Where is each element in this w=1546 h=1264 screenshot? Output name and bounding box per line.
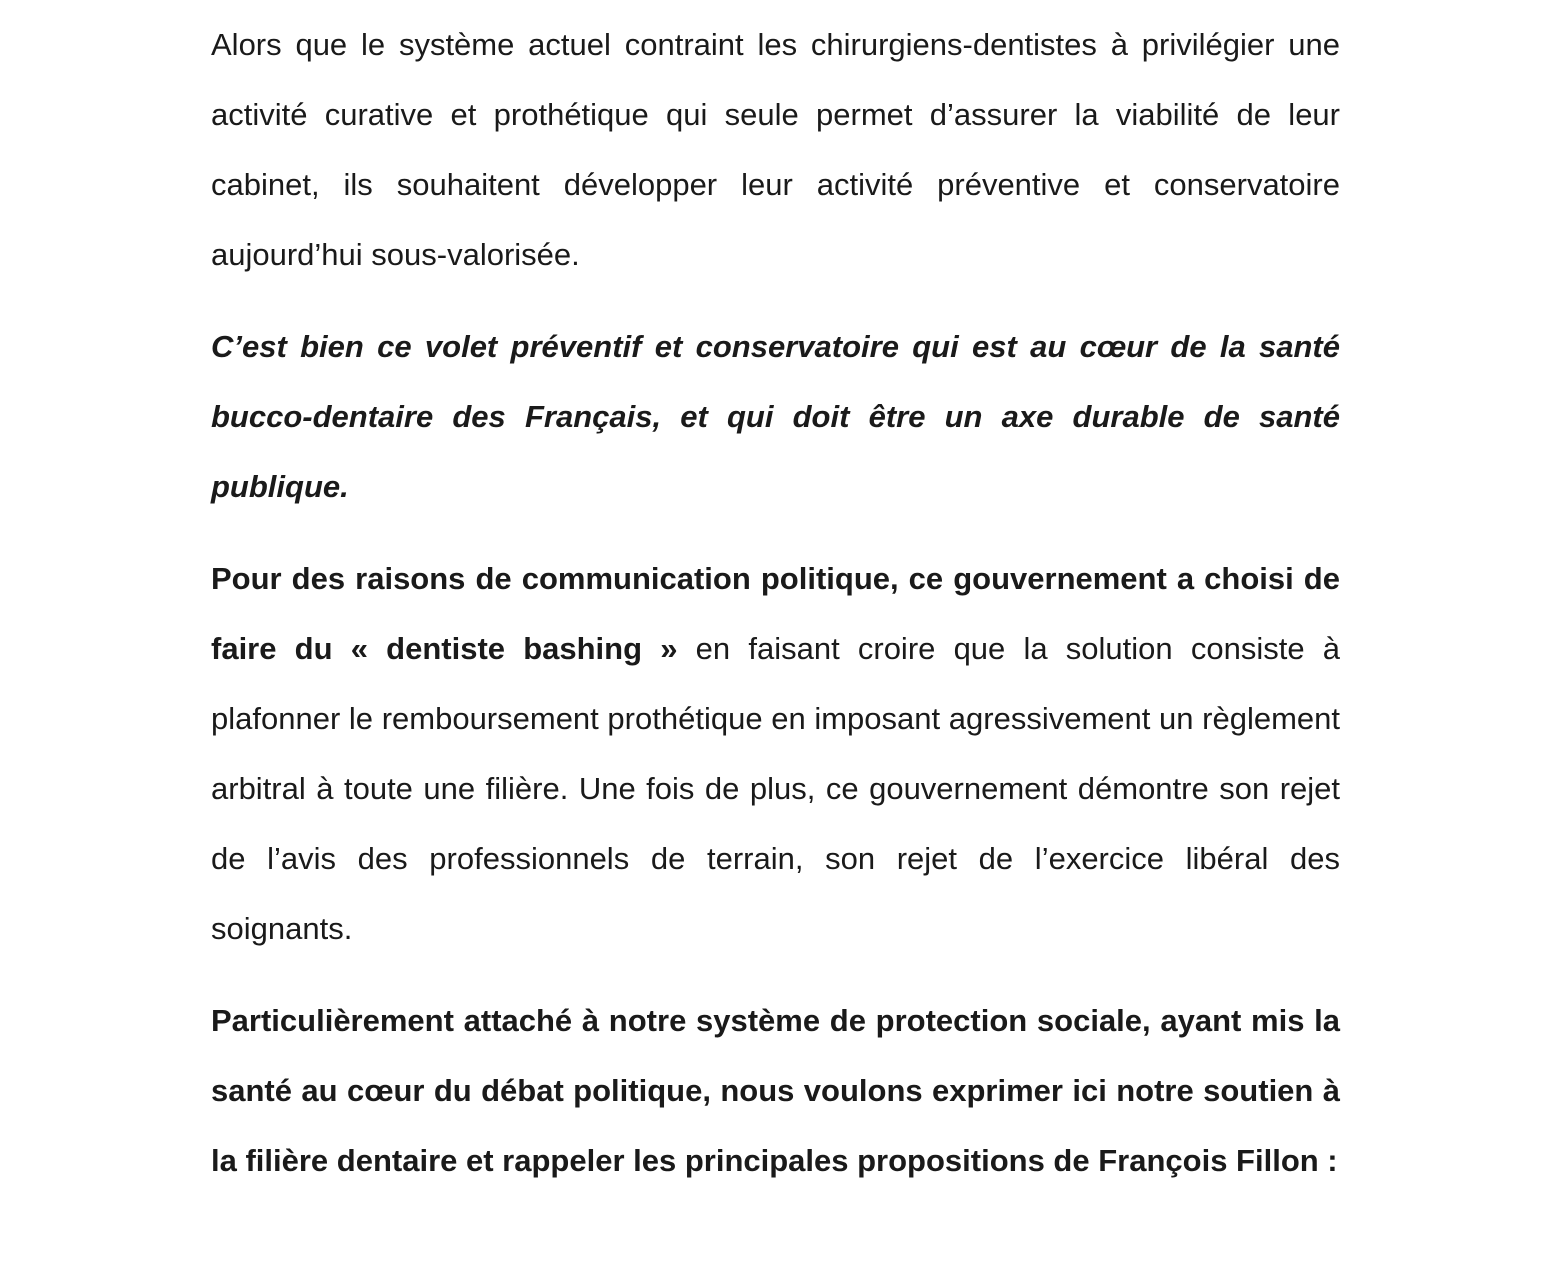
text-run: C’est bien ce volet préventif et conservatoire qui est au cœur de la santé bucco-dentaire des Français, et qui doit être un axe durable de santé publique. xyxy=(211,329,1340,504)
text-run: Pour des raisons de communication politique, ce gouvernement a choisi de faire du « dentiste bashing » xyxy=(211,561,1340,666)
text-run: Particulièrement attaché à notre système de protection sociale, ayant mis la santé au cœur du débat politique, nous voulons exprimer ici notre soutien à la filière dentaire et rappeler les principales propositions de François Fillon : xyxy=(211,1003,1340,1178)
paragraph-intro-systeme-actuel xyxy=(211,10,1340,290)
text-run: Alors que le système actuel contraint les chirurgiens-dentistes à privilégier une activité curative et prothétique qui seule permet d’assurer la viabilité de leur cabinet, ils souhaitent développer leur activité préventive et conservatoire aujourd’hui sous-valorisée. xyxy=(211,27,1340,272)
paragraph-volet-preventif xyxy=(211,312,1340,522)
paragraph-dentiste-bashing xyxy=(211,544,1340,964)
paragraph-soutien-fillon xyxy=(211,986,1340,1196)
text-run: en faisant croire que la solution consiste à plafonner le remboursement prothétique en imposant agressivement un règlement arbitral à toute une filière. Une fois de plus, ce gouvernement démontre son rejet de l’avis des professionnels de terrain, son rejet de l’exercice libéral des soignants. xyxy=(211,631,1340,946)
